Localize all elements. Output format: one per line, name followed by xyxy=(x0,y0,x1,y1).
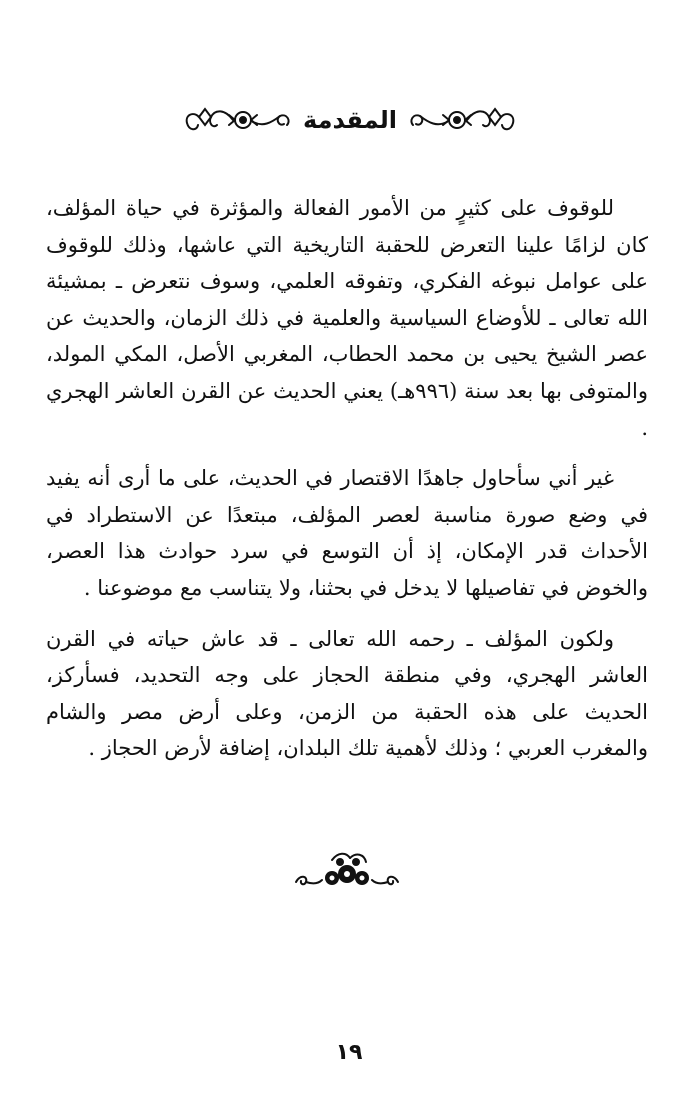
paragraph: للوقوف على كثيرٍ من الأمور الفعالة والمؤثرة في حياة المؤلف، كان لزامًا علينا التعرض للحقبة التاريخية التي عاشها، وذلك للوقوف على عوامل نبوغه الفكري، وتفوقه العلمي، وسوف نتعرض ـ بمشيئة الله تعالى ـ للأوضاع السياسية والعلمية في ذلك الزمان، والحديث عن عصر الشيخ يحيى بن محمد الحطاب، المغربي الأصل، المكي المولد، والمتوفى بها بعد سنة (٩٩٦هـ) يعني الحديث عن القرن العاشر الهجري . xyxy=(46,196,648,440)
paragraph: غير أني سأحاول جاهدًا الاقتصار في الحديث، على ما أرى أنه يفيد في وضع صورة مناسبة لعصر المؤلف، مبتعدًا عن الاستطراد في الأحداث قدر الإمكان، إذ أن التوسع في سرد حوادث هذا العصر، والخوض في تفاصيلها لا يدخل في بحثنا، ولا يتناسب مع موضوعنا . xyxy=(46,466,648,600)
floral-scroll-ornament-icon xyxy=(183,103,293,137)
paragraph: ولكون المؤلف ـ رحمه الله تعالى ـ قد عاش حياته في القرن العاشر الهجري، وفي منطقة الحجاز على وجه التحديد، فسأركز، الحديث على هذه الحقبة من الزمن، وعلى أرض مصر والشام والمغرب العربي ؛ وذلك لأهمية تلك البلدان، إضافة لأرض الحجاز . xyxy=(46,626,648,761)
floral-vignette-icon xyxy=(292,848,402,894)
body-text xyxy=(46,190,648,767)
page-number: ١٩ xyxy=(335,1040,363,1065)
floral-scroll-ornament-icon xyxy=(407,103,517,137)
chapter-title: المقدمة xyxy=(303,106,397,134)
chapter-header xyxy=(190,96,510,144)
